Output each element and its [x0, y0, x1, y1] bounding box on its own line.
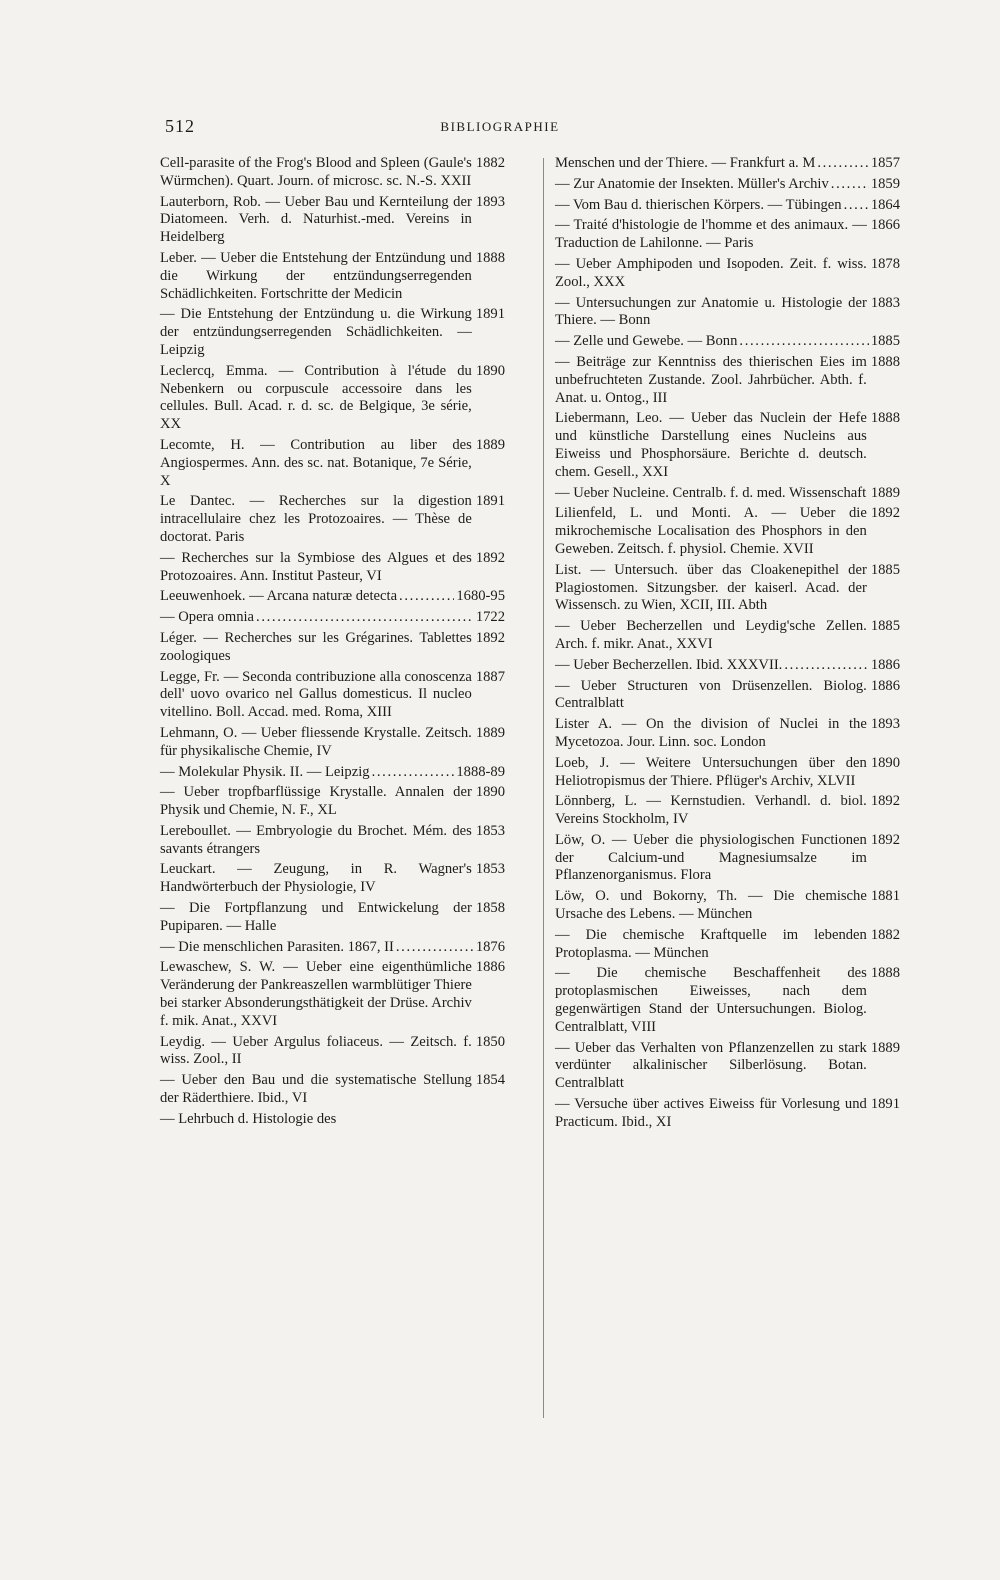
leader-dots [256, 609, 474, 627]
bibliography-entry [160, 939, 505, 957]
entry-text: — Die Entstehung der Entzündung u. die Wirkung der entzündungserregenden Schädlichkeiten. — Leipzig [160, 306, 472, 358]
entry-text: Leber. — Ueber die Entstehung der Entzündung und die Wirkung der entzündungserregenden Schädlichkeiten. Fortschritte der Medicin [160, 249, 472, 302]
bibliography-entry [160, 784, 505, 820]
entry-year: 1864 [870, 196, 900, 213]
entry-year: 1882 [870, 926, 900, 943]
bibliography-entry [160, 1034, 505, 1070]
bibliography-entry [555, 927, 900, 963]
bibliography-entry [160, 900, 505, 936]
entry-year: 1891 [475, 493, 505, 510]
bibliography-entry [555, 197, 900, 215]
entry-text: — Ueber Becherzellen und Leydig'sche Zellen. Arch. f. mikr. Anat., XXVI [555, 618, 867, 652]
leader-dots [844, 197, 869, 215]
entry-year: 1891 [475, 306, 505, 323]
leader-dots [784, 657, 868, 675]
entry-year: 1859 [870, 175, 900, 192]
entry-year: 1890 [870, 754, 900, 771]
entry-year: 1722 [475, 609, 505, 626]
entry-year: 1857 [870, 155, 900, 171]
entry-year: 1891 [870, 1096, 900, 1113]
entry-year: 1883 [870, 294, 900, 311]
bibliography-entry [555, 965, 900, 1036]
entry-text: — Ueber Nucleine. Centralb. f. d. med. Wissenschaft [555, 484, 867, 501]
bibliography-entry [555, 1096, 900, 1132]
entry-text: Lecomte, H. — Contribution au liber des Angiospermes. Ann. des sc. nat. Botanique, 7e Série, X [160, 436, 472, 489]
entry-text: — Ueber den Bau und die systematische Stellung der Räderthiere. Ibid., VI [160, 1072, 472, 1107]
entry-year: 1889 [475, 436, 505, 453]
entry-text: — Untersuchungen zur Anatomie u. Histologie der Thiere. — Bonn [555, 294, 867, 329]
entry-text: Leuckart. — Zeugung, in R. Wagner's Handwörterbuch der Physiologie, IV [160, 861, 472, 896]
entry-text: — Die chemische Kraftquelle im lebenden Protoplasma. — München [555, 926, 867, 961]
bibliography-entry [555, 618, 900, 654]
bibliography-entry [555, 1040, 900, 1093]
entry-text: Lehmann, O. — Ueber fliessende Krystalle. Zeitsch. für physikalische Chemie, IV [160, 724, 472, 759]
bibliography-entry [555, 333, 900, 351]
entry-text: — Lehrbuch d. Histologie des [160, 1110, 337, 1127]
bibliography-entry [555, 562, 900, 615]
entry-year: 1680-95 [456, 588, 505, 605]
bibliography-entry [160, 1072, 505, 1108]
entry-text: Leydig. — Ueber Argulus foliaceus. — Zeitsch. f. wiss. Zool., II [160, 1033, 472, 1068]
running-head: BIBLIOGRAPHIE [440, 119, 560, 134]
entry-year: 1892 [870, 505, 900, 522]
entry-text: — Beiträge zur Kenntniss des thierischen Eies im unbefruchteten Zustande. Zool. Jahrbücher. Abth. f. Anat. u. Ontog., III [555, 353, 867, 406]
entry-text: Legge, Fr. — Seconda contribuzione alla conoscenza dell' uovo ovarico nel Gallus domesticus. Il nucleo vitellino. Boll. Accad. med. Roma, XIII [160, 668, 472, 721]
entry-year: 1892 [475, 629, 505, 646]
entry-year: 1885 [870, 618, 900, 635]
leader-dots [372, 764, 455, 782]
entry-year: 1858 [475, 900, 505, 917]
bibliography-entry [160, 669, 505, 722]
entry-year: 1889 [475, 724, 505, 741]
entry-year: 1886 [870, 677, 900, 694]
bibliography-entry [555, 505, 900, 558]
entry-text: Lauterborn, Rob. — Ueber Bau und Kernteilung der Diatomeen. Verh. d. Naturhist.-med. Vereins in Heidelberg [160, 193, 472, 246]
leader-dots [396, 939, 474, 957]
entry-year: 1882 [475, 155, 505, 171]
bibliography-entry [555, 256, 900, 292]
bibliography-entry [160, 725, 505, 761]
entry-text: Lewaschew, S. W. — Ueber eine eigenthümliche Veränderung der Pankreaszellen warmblütiger Thiere bei starker Absonderungsthätigkeit der Drüse. Archiv f. mik. Anat., XXVI [160, 959, 472, 1029]
entry-text: — Zelle und Gewebe. — Bonn [555, 333, 738, 350]
entry-year: 1888 [870, 410, 900, 427]
entry-text: Lönnberg, L. — Kernstudien. Verhandl. d. biol. Vereins Stockholm, IV [555, 793, 867, 828]
entry-year: 1892 [475, 549, 505, 566]
entry-text: — Die chemische Beschaffenheit des protoplasmischen Eiweisses, nach dem gegenwärtigen Stand der Untersuchungen. Biolog. Centralblatt, VIII [555, 965, 867, 1035]
bibliography-entry [555, 295, 900, 331]
entry-year: 1893 [475, 193, 505, 210]
leader-dots [739, 333, 868, 351]
entry-year: 1853 [475, 861, 505, 878]
entry-year: 1886 [870, 656, 900, 673]
entry-text: Leclercq, Emma. — Contribution à l'étude du Nebenkern ou corpuscule accessoire dans les cellules. Bull. Acad. r. d. sc. de Belgique, 3e série, XX [160, 362, 472, 433]
entry-text: — Ueber Becherzellen. Ibid. XXXVII. [555, 656, 783, 673]
entry-year: 1893 [870, 716, 900, 733]
bibliography-entry [555, 485, 900, 503]
bibliography-entry [555, 657, 900, 675]
entry-text: — Die menschlichen Parasiten. 1867, II [160, 938, 394, 955]
entry-text: Cell-parasite of the Frog's Blood and Spleen (Gaule's Würmchen). Quart. Journ. of microsc. sc. N.-S. XXII [160, 155, 472, 189]
entry-year: 1890 [475, 784, 505, 801]
entry-text: Lereboullet. — Embryologie du Brochet. Mém. des savants étrangers [160, 822, 472, 857]
entry-text: Liebermann, Leo. — Ueber das Nuclein der Hefe und künstliche Darstellung eines Nucleins aus Eiweiss und Phosphorsäure. Berichte d. deutsch. chem. Gesell., XXI [555, 410, 867, 480]
leader-dots [831, 176, 869, 194]
right-column [555, 155, 900, 1135]
bibliography-entry [160, 959, 505, 1030]
bibliography-entry [555, 755, 900, 791]
bibliography-entry [160, 1111, 505, 1129]
entry-year: 1888-89 [456, 763, 505, 780]
leader-dots [817, 155, 868, 173]
entry-text: — Versuche über actives Eiweiss für Vorlesung und Practicum. Ibid., XI [555, 1096, 867, 1130]
entry-year: 1888 [475, 249, 505, 266]
leader-dots [868, 485, 869, 503]
entry-year: 1890 [475, 362, 505, 379]
entry-text: — Ueber Amphipoden und Isopoden. Zeit. f. wiss. Zool., XXX [555, 255, 867, 290]
bibliography-entry [160, 250, 505, 303]
bibliography-entry [555, 410, 900, 481]
bibliography-entry [555, 217, 900, 253]
left-column [160, 155, 505, 1132]
entry-text: — Recherches sur la Symbiose des Algues et des Protozoaires. Ann. Institut Pasteur, VI [160, 549, 472, 584]
entry-text: — Molekular Physik. II. — Leipzig [160, 763, 370, 780]
bibliography-entry [555, 716, 900, 752]
entry-year: 1887 [475, 668, 505, 685]
entry-year: 1885 [870, 333, 900, 350]
entry-text: Lister A. — On the division of Nuclei in the Mycetozoa. Jour. Linn. soc. London [555, 716, 867, 750]
column-divider [543, 158, 544, 1418]
leader-dots [399, 588, 454, 606]
entry-year: 1850 [475, 1033, 505, 1050]
entry-year: 1889 [870, 1039, 900, 1056]
bibliography-entry [160, 493, 505, 546]
bibliography-entry [160, 764, 505, 782]
entry-text: — Ueber Structuren von Drüsenzellen. Biolog. Centralblatt [555, 677, 867, 712]
entry-text: List. — Untersuch. über das Cloakenepithel der Plagiostomen. Sitzungsber. der kaiserl. Acad. der Wissensch. zu Wien, XCII, III. Abth [555, 561, 867, 614]
entry-year: 1888 [870, 965, 900, 982]
bibliography-entry [160, 823, 505, 859]
entry-text: Le Dantec. — Recherches sur la digestion intracellulaire chez les Protozoaires. — Thèse de doctorat. Paris [160, 493, 472, 545]
entry-year: 1885 [870, 561, 900, 578]
bibliography-entry [160, 550, 505, 586]
bibliography-entry [160, 588, 505, 606]
bibliography-entry [555, 793, 900, 829]
entry-text: — Opera omnia [160, 609, 255, 626]
entry-text: Menschen und der Thiere. — Frankfurt a. M [555, 155, 816, 171]
entry-text: Léger. — Recherches sur les Grégarines. Tablettes zoologiques [160, 629, 472, 664]
bibliography-entry [555, 176, 900, 194]
bibliography-entry [160, 155, 505, 191]
bibliography-entry [555, 354, 900, 407]
bibliography-entry [160, 194, 505, 247]
entry-year: 1876 [475, 938, 505, 955]
entry-text: — Vom Bau d. thierischen Körpers. — Tübingen [555, 196, 842, 213]
entry-text: Lilienfeld, L. und Monti. A. — Ueber die mikrochemische Localisation des Phosphors in den Geweben. Zeitsch. f. physiol. Chemie. XVII [555, 505, 867, 557]
entry-year: 1878 [870, 255, 900, 272]
bibliography-entry [160, 609, 505, 627]
entry-text: Löw, O. und Bokorny, Th. — Die chemische Ursache des Lebens. — München [555, 888, 867, 923]
entry-year: 1853 [475, 822, 505, 839]
bibliography-entry [160, 437, 505, 490]
bibliography-entry [555, 888, 900, 924]
entry-text: — Ueber das Verhalten von Pflanzenzellen zu stark verdünter alkalinischer Silberlösung. Botan. Centralblatt [555, 1039, 867, 1092]
bibliography-entry [555, 678, 900, 714]
entry-text: — Zur Anatomie der Insekten. Müller's Archiv [555, 175, 829, 192]
entry-year: 1892 [870, 793, 900, 810]
bibliography-entry [160, 306, 505, 359]
page-number: 512 [165, 116, 195, 136]
bibliography-entry [160, 861, 505, 897]
entry-year: 1866 [870, 217, 900, 234]
entry-text: — Die Fortpflanzung und Entwickelung der Pupiparen. — Halle [160, 900, 472, 934]
bibliography-entry [555, 832, 900, 885]
entry-text: Löw, O. — Ueber die physiologischen Functionen der Calcium-und Magnesiumsalze im Pflanzenorganismus. Flora [555, 831, 867, 884]
entry-year: 1889 [870, 484, 900, 501]
entry-year: 1892 [870, 831, 900, 848]
entry-year: 1854 [475, 1072, 505, 1089]
entry-text: — Ueber tropfbarflüssige Krystalle. Annalen der Physik und Chemie, N. F., XL [160, 784, 472, 819]
entry-year: 1888 [870, 353, 900, 370]
entry-text: Loeb, J. — Weitere Untersuchungen über den Heliotropismus der Thiere. Pflüger's Archiv, XLVII [555, 754, 867, 789]
bibliography-entry [555, 155, 900, 173]
entry-text: Leeuwenhoek. — Arcana naturæ detecta [160, 588, 398, 605]
bibliography-entry [160, 630, 505, 666]
entry-year: 1886 [475, 959, 505, 976]
bibliography-entry [160, 363, 505, 434]
entry-text: — Traité d'histologie de l'homme et des animaux. — Traduction de Lahilonne. — Paris [555, 217, 867, 252]
entry-year: 1881 [870, 888, 900, 905]
